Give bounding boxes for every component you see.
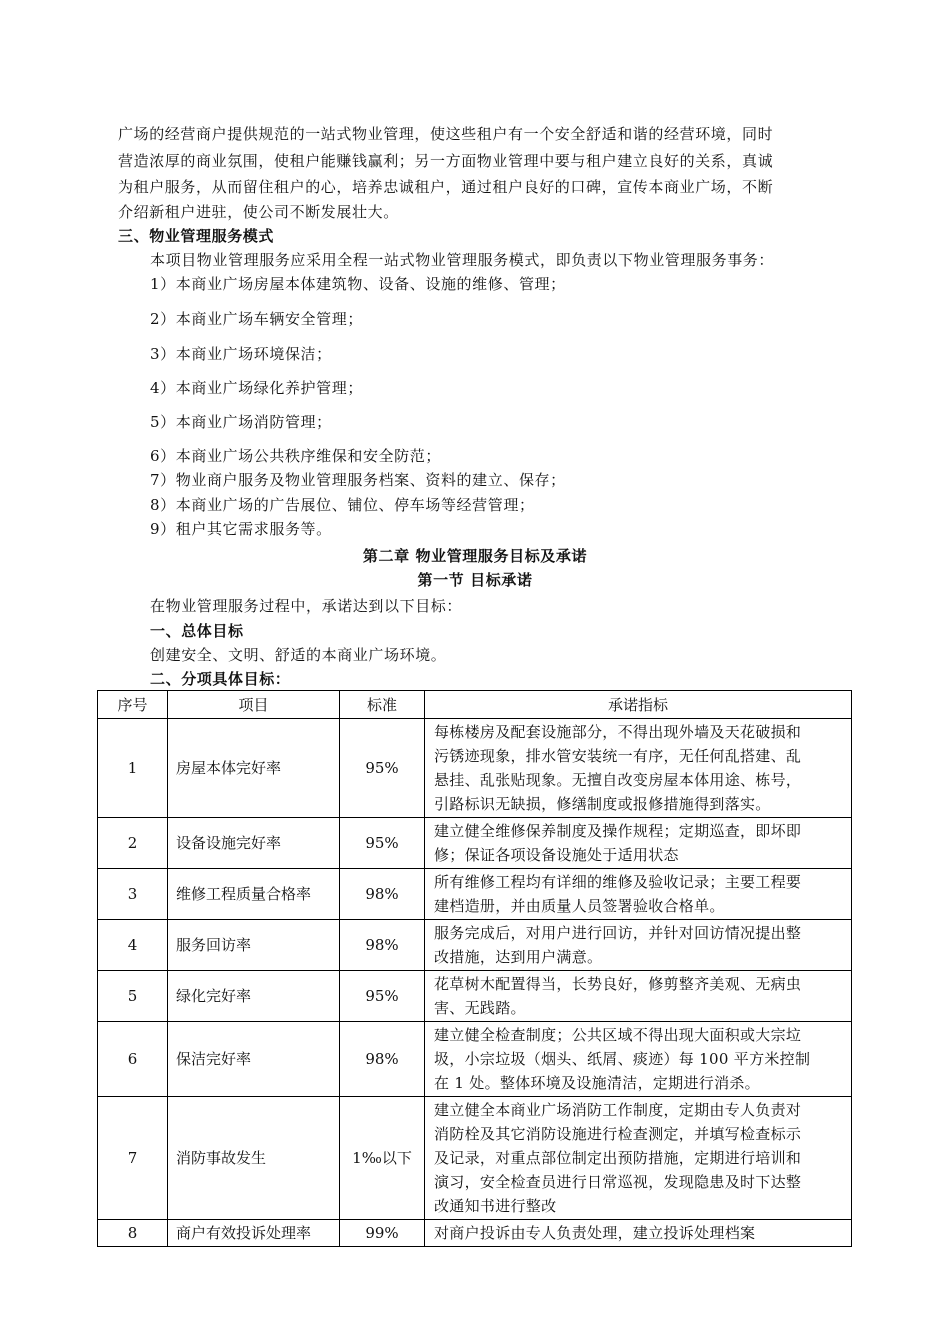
row-item: 维修工程质量合格率 (168, 869, 340, 920)
commitment-line: 害、无践踏。 (434, 999, 526, 1017)
row-item: 服务回访率 (168, 920, 340, 971)
commitment-line: 修；保证各项设备设施处于适用状态 (434, 846, 679, 864)
row-commitment (425, 1220, 852, 1247)
row-commitment (425, 1022, 852, 1097)
commitment-line: 演习，安全检查员进行日常巡视，发现隐患及时下达整 (434, 1173, 802, 1191)
commitment-line: 悬挂、乱张贴现象。无擅自改变房屋本体用途、栋号， (434, 771, 802, 789)
row-standard: 98% (340, 1022, 425, 1097)
section-lead: 本项目物业管理服务应采用全程一站式物业管理服务模式，即负责以下物业管理服务事务： (150, 251, 775, 269)
row-no: 3 (98, 869, 168, 920)
commitment-line: 所有维修工程均有详细的维修及验收记录；主要工程要 (434, 873, 802, 891)
overall-text: 创建安全、文明、舒适的本商业广场环境。 (150, 646, 447, 664)
table-row (98, 1220, 852, 1247)
row-item: 设备设施完好率 (168, 818, 340, 869)
row-commitment (425, 920, 852, 971)
commitment-line: 改通知书进行整改 (434, 1197, 557, 1215)
table-row (98, 920, 852, 971)
commitment-line: 及记录，对重点部位制定出预防措施，定期进行培训和 (434, 1149, 802, 1167)
intro-line: 介绍新租户进驻，使公司不断发展壮大。 (118, 203, 399, 221)
commitment-line: 改措施，达到用户满意。 (434, 948, 603, 966)
intro-line: 为租户服务，从而留住租户的心，培养忠诚租户，通过租户良好的口碑，宣传本商业广场，不断 (118, 178, 774, 196)
goals-table (97, 690, 852, 1247)
overall-heading: 一、总体目标 (150, 622, 244, 640)
commitment-line: 在 1 处。整体环境及设施清洁，定期进行消杀。 (434, 1074, 760, 1092)
commitment-line: 圾，小宗垃圾（烟头、纸屑、痰迹）每 100 平方米控制 (434, 1050, 811, 1068)
service-item: 6）本商业广场公共秩序维保和安全防范； (150, 447, 441, 465)
row-standard: 95% (340, 719, 425, 818)
commitment-line: 建档造册，并由质量人员签署验收合格单。 (434, 897, 725, 915)
row-no: 8 (98, 1220, 168, 1247)
commitment-line: 建立健全本商业广场消防工作制度，定期由专人负责对 (434, 1101, 802, 1119)
row-standard: 1‰以下 (340, 1097, 425, 1220)
row-no: 5 (98, 971, 168, 1022)
table-row (98, 1097, 852, 1220)
row-standard: 98% (340, 920, 425, 971)
commitment-line: 建立健全维修保养制度及操作规程；定期巡查，即坏即 (434, 822, 802, 840)
table-row (98, 971, 852, 1022)
header-item: 项目 (168, 691, 340, 719)
row-commitment (425, 869, 852, 920)
table-row (98, 818, 852, 869)
service-item: 7）物业商户服务及物业管理服务档案、资料的建立、保存； (150, 471, 566, 489)
service-item: 9）租户其它需求服务等。 (150, 520, 332, 538)
row-no: 7 (98, 1097, 168, 1220)
commitment-line: 对商户投诉由专人负责处理，建立投诉处理档案 (434, 1224, 756, 1242)
chapter-title: 第二章 物业管理服务目标及承诺 (362, 547, 588, 565)
row-item: 绿化完好率 (168, 971, 340, 1022)
table-header-row (98, 691, 852, 719)
commitment-line: 建立健全检查制度；公共区域不得出现大面积或大宗垃 (434, 1026, 802, 1044)
section-title: 第一节 目标承诺 (417, 571, 533, 589)
row-no: 1 (98, 719, 168, 818)
header-commitment: 承诺指标 (425, 691, 852, 719)
row-item: 商户有效投诉处理率 (168, 1220, 340, 1247)
header-standard: 标准 (340, 691, 425, 719)
row-no: 2 (98, 818, 168, 869)
table-row (98, 719, 852, 818)
section-heading: 三、物业管理服务模式 (118, 227, 275, 245)
row-no: 6 (98, 1022, 168, 1097)
commitment-line: 花草树木配置得当，长势良好，修剪整齐美观、无病虫 (434, 975, 802, 993)
row-standard: 99% (340, 1220, 425, 1247)
row-standard: 95% (340, 818, 425, 869)
row-standard: 95% (340, 971, 425, 1022)
commitment-line: 消防栓及其它消防设施进行检查测定，并填写检查标示 (434, 1125, 802, 1143)
row-item: 消防事故发生 (168, 1097, 340, 1220)
header-no: 序号 (98, 691, 168, 719)
row-commitment (425, 1097, 852, 1220)
commitment-line: 污锈迹现象，排水管安装统一有序，无任何乱搭建、乱 (434, 747, 802, 765)
row-standard: 98% (340, 869, 425, 920)
service-item: 1）本商业广场房屋本体建筑物、设备、设施的维修、管理； (150, 275, 566, 293)
intro-line: 营造浓厚的商业氛围，使租户能赚钱赢利；另一方面物业管理中要与租户建立良好的关系，真诚 (118, 152, 774, 170)
row-no: 4 (98, 920, 168, 971)
table-row (98, 869, 852, 920)
commitment-line: 服务完成后，对用户进行回访，并针对回访情况提出整 (434, 924, 802, 942)
service-item: 2）本商业广场车辆安全管理； (150, 310, 363, 328)
specific-heading: 二、分项具体目标： (150, 670, 291, 688)
intro-line: 广场的经营商户提供规范的一站式物业管理，使这些租户有一个安全舒适和谐的经营环境，同时 (118, 125, 774, 143)
goal-intro: 在物业管理服务过程中，承诺达到以下目标： (150, 597, 463, 615)
table-row (98, 1022, 852, 1097)
service-item: 4）本商业广场绿化养护管理； (150, 379, 363, 397)
service-item: 5）本商业广场消防管理； (150, 413, 332, 431)
row-commitment (425, 818, 852, 869)
row-item: 房屋本体完好率 (168, 719, 340, 818)
row-item: 保洁完好率 (168, 1022, 340, 1097)
row-commitment (425, 971, 852, 1022)
service-item: 3）本商业广场环境保洁； (150, 345, 332, 363)
commitment-line: 每栋楼房及配套设施部分，不得出现外墙及天花破损和 (434, 723, 802, 741)
commitment-line: 引路标识无缺损，修缮制度或报修措施得到落实。 (434, 795, 771, 813)
row-commitment (425, 719, 852, 818)
service-item: 8）本商业广场的广告展位、铺位、停车场等经营管理； (150, 496, 535, 514)
